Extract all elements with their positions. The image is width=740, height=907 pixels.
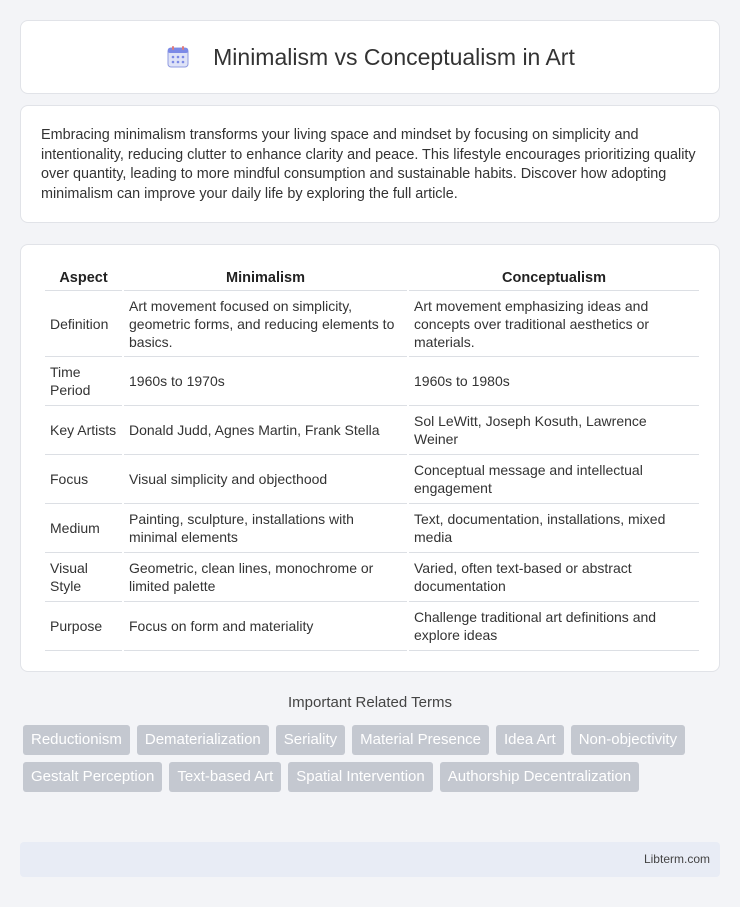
calendar-icon xyxy=(165,44,191,70)
table-row xyxy=(45,357,699,406)
tag-idea-art[interactable]: Idea Art xyxy=(496,725,564,755)
tag-spatial-intervention[interactable]: Spatial Intervention xyxy=(288,762,432,792)
tag-non-objectivity[interactable]: Non-objectivity xyxy=(571,725,685,755)
table-row xyxy=(45,553,699,602)
aspect-cell: Definition xyxy=(45,291,122,357)
tag-dematerialization[interactable]: Dematerialization xyxy=(137,725,269,755)
tag-material-presence[interactable]: Material Presence xyxy=(352,725,489,755)
table-row xyxy=(45,504,699,553)
conceptualism-cell: Art movement emphasizing ideas and concepts over traditional aesthetics or materials. xyxy=(409,291,699,357)
related-terms-title: Important Related Terms xyxy=(288,694,452,711)
related-terms-tags xyxy=(23,725,723,792)
conceptualism-cell: 1960s to 1980s xyxy=(409,357,699,406)
minimalism-cell: 1960s to 1970s xyxy=(124,357,407,406)
table-row xyxy=(45,406,699,455)
header-conceptualism: Conceptualism xyxy=(409,265,699,291)
minimalism-cell: Donald Judd, Agnes Martin, Frank Stella xyxy=(124,406,407,455)
footer-site-link[interactable]: Libterm.com xyxy=(643,852,710,866)
header-card xyxy=(20,20,720,94)
aspect-cell: Purpose xyxy=(45,602,122,651)
conceptualism-cell: Conceptual message and intellectual engagement xyxy=(409,455,699,504)
aspect-cell: Key Artists xyxy=(45,406,122,455)
table-row xyxy=(45,455,699,504)
minimalism-cell: Visual simplicity and objecthood xyxy=(124,455,407,504)
table-header-row xyxy=(45,265,699,291)
header-minimalism: Minimalism xyxy=(124,265,407,291)
conceptualism-cell: Sol LeWitt, Joseph Kosuth, Lawrence Weiner xyxy=(409,406,699,455)
conceptualism-cell: Text, documentation, installations, mixed media xyxy=(409,504,699,553)
tag-text-based-art[interactable]: Text-based Art xyxy=(169,762,281,792)
table-row xyxy=(45,602,699,651)
aspect-cell: Medium xyxy=(45,504,122,553)
conceptualism-cell: Challenge traditional art definitions and explore ideas xyxy=(409,602,699,651)
page-title: Minimalism vs Conceptualism in Art xyxy=(213,43,575,70)
minimalism-cell: Painting, sculpture, installations with minimal elements xyxy=(124,504,407,553)
header-aspect: Aspect xyxy=(45,265,122,291)
title-wrap xyxy=(165,44,575,71)
aspect-cell: Visual Style xyxy=(45,553,122,602)
minimalism-cell: Geometric, clean lines, monochrome or limited palette xyxy=(124,553,407,602)
conceptualism-cell: Varied, often text-based or abstract documentation xyxy=(409,553,699,602)
tag-reductionism[interactable]: Reductionism xyxy=(23,725,130,755)
intro-card xyxy=(20,105,720,223)
tag-seriality[interactable]: Seriality xyxy=(276,725,345,755)
aspect-cell: Time Period xyxy=(45,357,122,406)
footer xyxy=(20,842,720,877)
comparison-table xyxy=(43,265,701,651)
minimalism-cell: Art movement focused on simplicity, geometric forms, and reducing elements to basics. xyxy=(124,291,407,357)
tag-gestalt-perception[interactable]: Gestalt Perception xyxy=(23,762,162,792)
aspect-cell: Focus xyxy=(45,455,122,504)
comparison-table-card xyxy=(20,244,720,672)
table-row xyxy=(45,291,699,357)
minimalism-cell: Focus on form and materiality xyxy=(124,602,407,651)
intro-text: Embracing minimalism transforms your living space and mindset by focusing on simplicity and intentionality, reducing clutter to enhance clarity and peace. This lifestyle encourages prioritizing quality over quantity, leading to more mindful consumption and sustainable habits. Discover how adopting minimalism can improve your daily life by exploring the full article. xyxy=(41,127,696,202)
tag-authorship-decentralization[interactable]: Authorship Decentralization xyxy=(440,762,639,792)
